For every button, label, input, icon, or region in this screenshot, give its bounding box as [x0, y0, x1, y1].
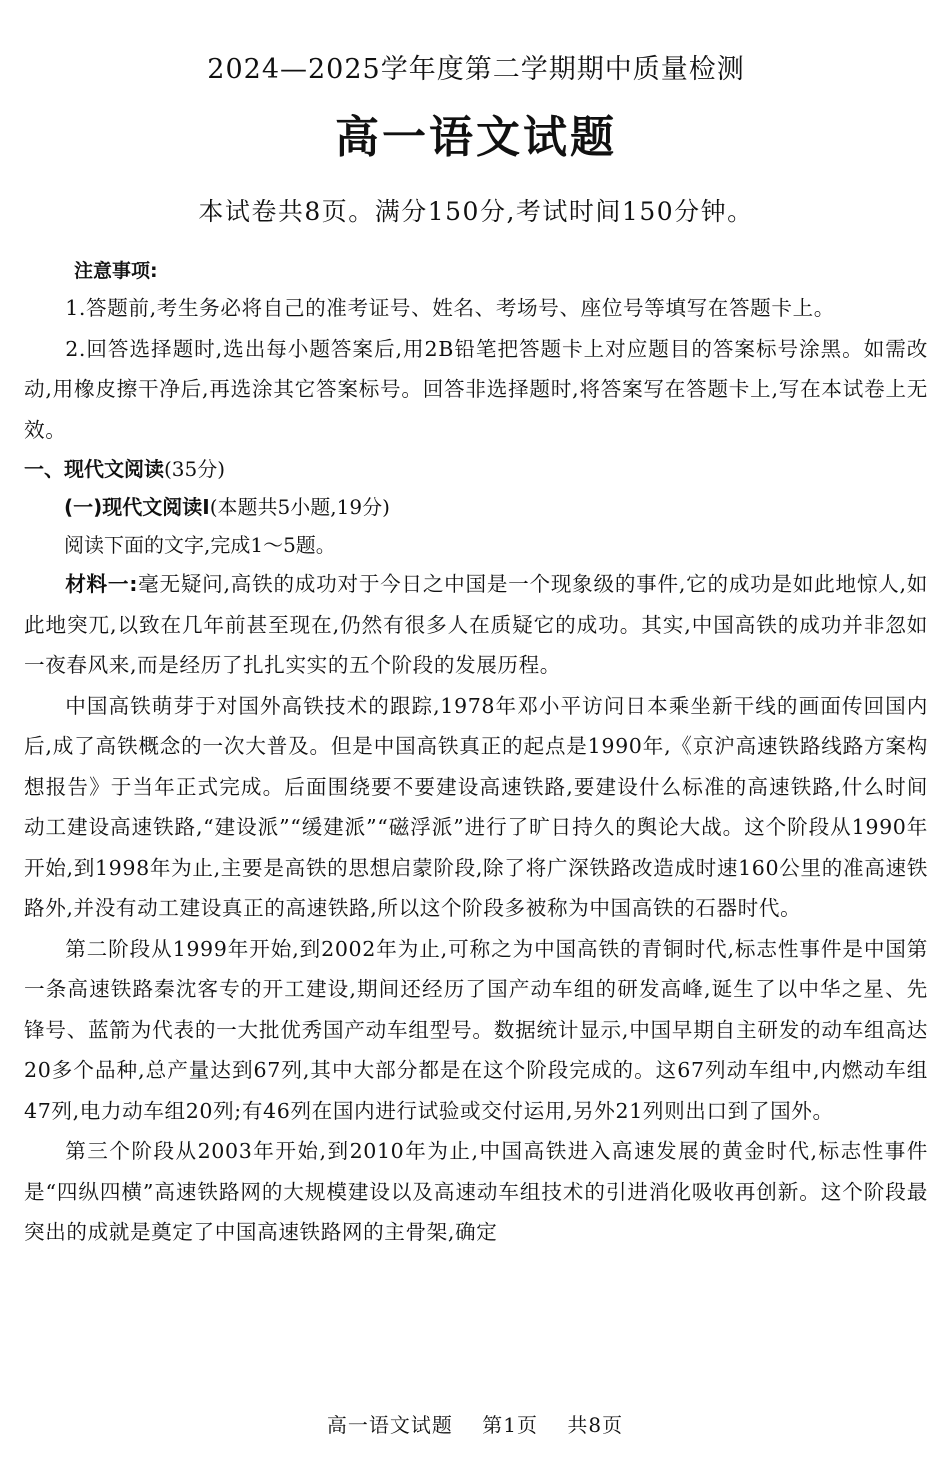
- material-paragraph-3: 第二阶段从1999年开始,到2002年为止,可称之为中国高铁的青铜时代,标志性事件是中国第一条高速铁路秦沈客专的开工建设,期间还经历了国产动车组的研发高峰,诞生了以中华之星、先锋号、蓝箭为代表的一大批优秀国产动车组型号。数据统计显示,中国早期自主研发的动车组高达20多个品种,总产量达到67列,其中大部分都是在这个阶段完成的。这67列动车组中,内燃动车组47列,电力动车组20列;有46列在国内进行试验或交付运用,另外21列则出口到了国外。: [24, 936, 928, 1123]
- reading-instruction: 阅读下面的文字,完成1～5题。: [64, 533, 336, 557]
- material-paragraph-1: [24, 564, 928, 686]
- footer-total-pages: 共8页: [567, 1413, 624, 1437]
- notice-item-1: 1.答题前,考生务必将自己的准考证号、姓名、考场号、座位号等填写在答题卡上。: [65, 296, 835, 320]
- footer-subject: 高一语文试题: [326, 1413, 453, 1437]
- section-heading-score: (35分): [164, 457, 226, 481]
- material-paragraph-4: 第三个阶段从2003年开始,到2010年为止,中国高铁进入高速发展的黄金时代,标志性事件是“四纵四横”高速铁路网的大规模建设以及高速动车组技术的引进消化吸收再创新。这个阶段最突出的成就是奠定了中国高速铁路网的主骨架,确定: [24, 1139, 928, 1244]
- notice-item-2: 2.回答选择题时,选出每小题答案后,用2B铅笔把答题卡上对应题目的答案标号涂黑。如需改动,用橡皮擦干净后,再选涂其它答案标号。回答非选择题时,将答案写在答题卡上,写在本试卷上无效。: [24, 336, 928, 442]
- page-footer: [0, 1410, 950, 1440]
- material-paragraph-2: 中国高铁萌芽于对国外高铁技术的跟踪,1978年邓小平访问日本乘坐新干线的画面传回国内后,成了高铁概念的一次大普及。但是中国高铁真正的起点是1990年,《京沪高速铁路线路方案构想报告》于当年正式完成。后面围绕要不要建设高速铁路,要建设什么标准的高速铁路,什么时间动工建设高速铁路,“建设派”“缓建派”“磁浮派”进行了旷日持久的舆论大战。这个阶段从1990年开始,到1998年为止,主要是高铁的思想启蒙阶段,除了将广深铁路改造成时速160公里的准高速铁路外,并没有动工建设真正的高速铁路,所以这个阶段多被称为中国高铁的石器时代。: [24, 693, 928, 920]
- material-label: 材料一:: [65, 572, 139, 596]
- section-heading-label: 一、现代文阅读: [24, 457, 164, 481]
- subsection-heading: [64, 488, 928, 526]
- section-heading: [24, 450, 928, 488]
- page-title: 高一语文试题: [335, 112, 617, 163]
- material-paragraph-1-text: 毫无疑问,高铁的成功对于今日之中国是一个现象级的事件,它的成功是如此地惊人,如此地突兀,以致在几年前甚至现在,仍然有很多人在质疑它的成功。其实,中国高铁的成功并非忽如一夜春风来,而是经历了扎扎实实的五个阶段的发展历程。: [24, 572, 928, 677]
- exam-info-line: 本试卷共8页。满分150分,考试时间150分钟。: [198, 197, 754, 226]
- subsection-heading-info: (本题共5小题,19分): [209, 495, 390, 519]
- exam-term-heading: 2024—2025学年度第二学期期中质量检测: [207, 54, 745, 85]
- footer-page-number: 第1页: [482, 1413, 538, 1437]
- notice-heading: 注意事项:: [74, 260, 158, 282]
- subsection-heading-label: (一)现代文阅读Ⅰ: [64, 495, 210, 519]
